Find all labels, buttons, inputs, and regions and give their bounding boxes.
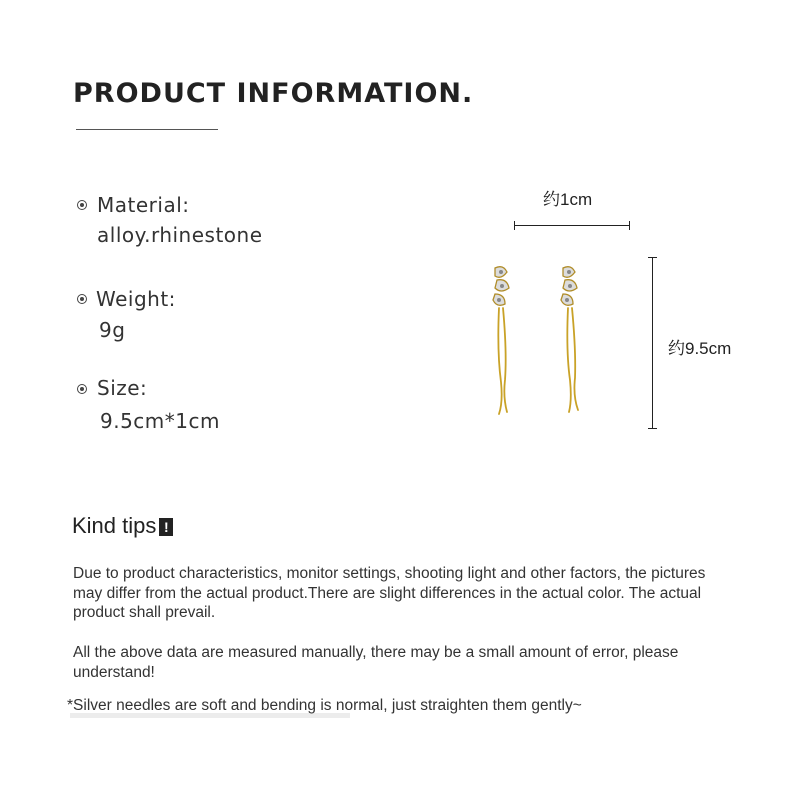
measurement-paragraph: All the above data are measured manually, there may be a small amount of error, please understand! xyxy=(73,644,679,681)
height-dimension-label: 约9.5cm xyxy=(668,339,732,358)
spec-label: Weight: xyxy=(96,287,176,311)
width-dimension-label: 约1cm xyxy=(543,190,593,209)
radio-bullet-icon xyxy=(77,200,87,210)
spec-value: 9g xyxy=(99,318,126,342)
kind-tips-heading xyxy=(72,513,173,539)
radio-bullet-icon xyxy=(77,294,87,304)
spec-label: Material: xyxy=(97,193,190,217)
radio-bullet-icon xyxy=(77,384,87,394)
page-title: PRODUCT INFORMATION. xyxy=(73,78,474,109)
spec-value: alloy.rhinestone xyxy=(97,223,263,247)
earring-left-image xyxy=(483,262,523,422)
kind-tips-label: Kind tips xyxy=(72,513,157,538)
width-dimension-line xyxy=(514,225,630,226)
disclaimer-paragraph: Due to product characteristics, monitor settings, shooting light and other factors, the pictures may differ from the actual product.There are slight differences in the actual color. The actual product shall prevail. xyxy=(73,565,706,621)
height-dimension-line xyxy=(652,257,653,429)
spec-label: Size: xyxy=(97,376,148,400)
exclamation-icon: ! xyxy=(159,518,173,536)
earring-right-image xyxy=(551,262,591,422)
silver-needle-note: *Silver needles are soft and bending is normal, just straighten them gently~ xyxy=(67,697,582,714)
title-underline xyxy=(76,129,218,130)
spec-value: 9.5cm*1cm xyxy=(100,409,220,433)
